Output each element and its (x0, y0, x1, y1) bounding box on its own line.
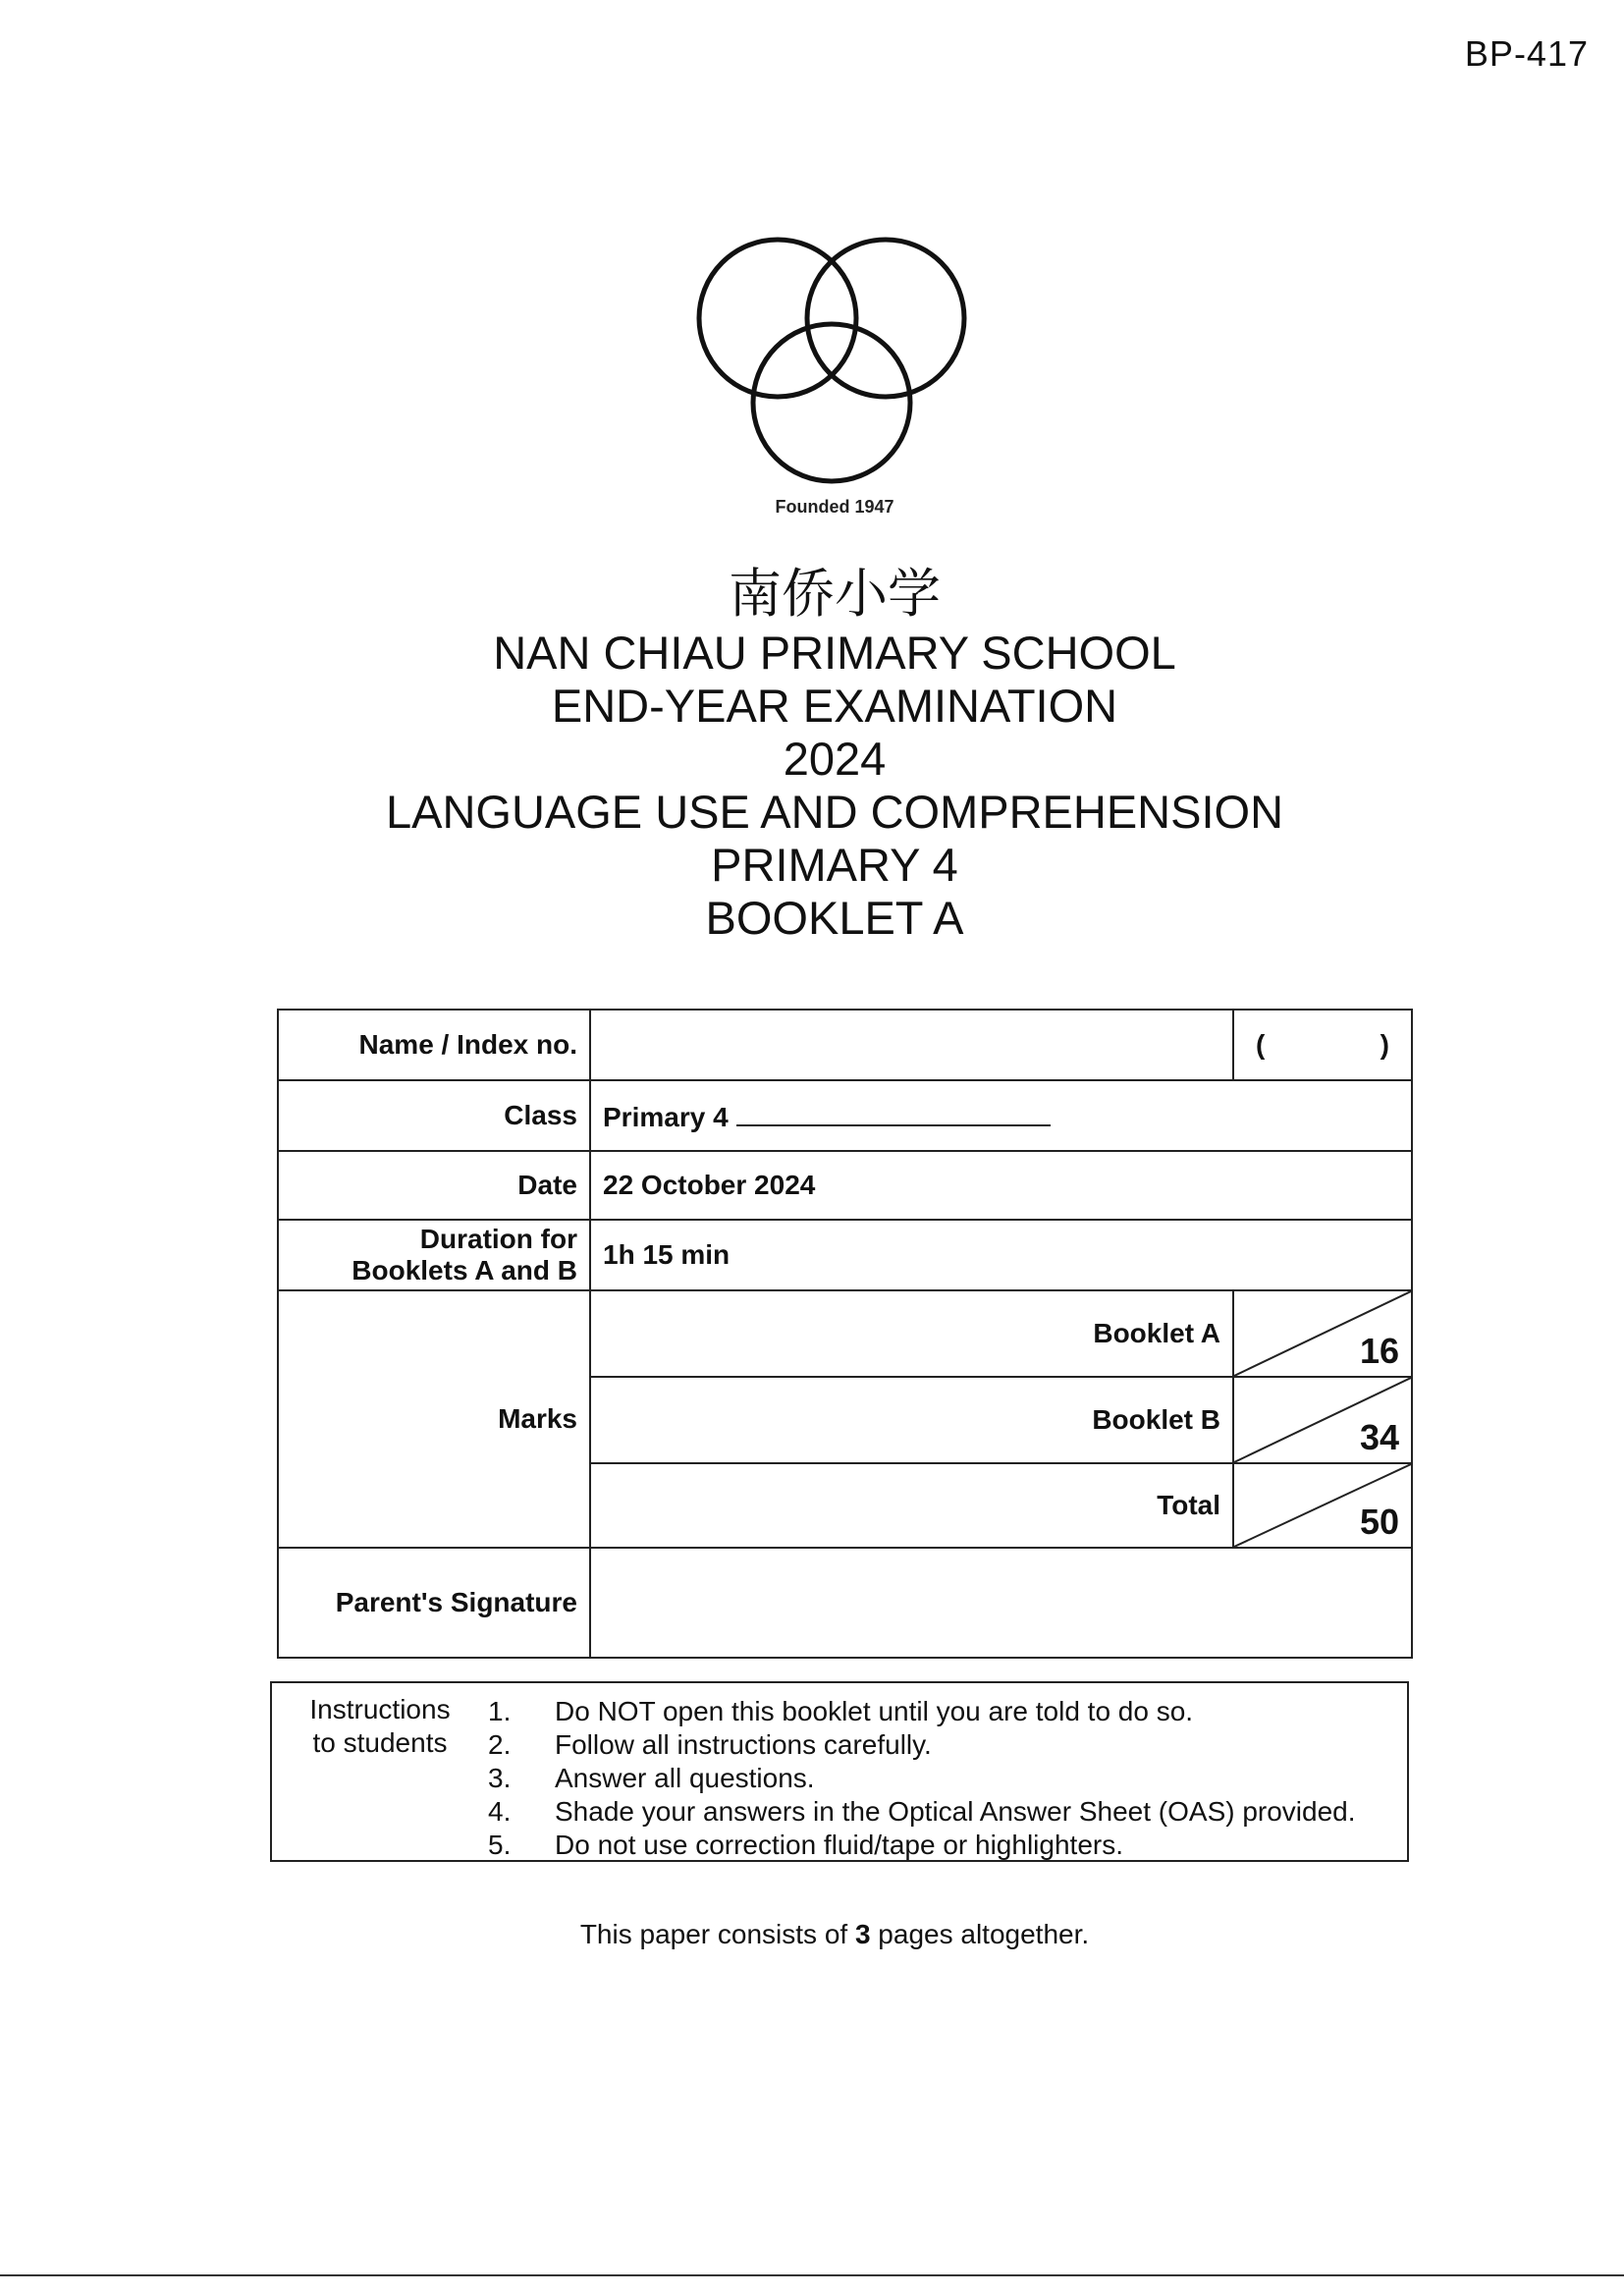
instructions-box (270, 1681, 1409, 1862)
class-value: Primary 4 (603, 1101, 729, 1132)
booklet-a-marks-box[interactable] (1233, 1290, 1412, 1377)
paper-code: BP-417 (1464, 33, 1589, 74)
instruction-number: 5. (488, 1830, 512, 1860)
instruction-item (488, 1762, 1391, 1795)
instructions-heading-line-2: to students (312, 1727, 448, 1758)
class-blank (736, 1099, 1051, 1126)
class-field[interactable] (590, 1080, 1412, 1151)
date-value: 22 October 2024 (590, 1151, 1412, 1220)
duration-label-line-2: Booklets A and B (352, 1255, 577, 1285)
booklet-a-total-marks: 16 (1359, 1331, 1399, 1371)
instruction-text: Answer all questions. (555, 1763, 815, 1793)
page-bottom-rule (0, 2274, 1624, 2276)
instructions-heading-line-1: Instructions (309, 1694, 451, 1724)
instruction-number: 3. (488, 1763, 512, 1793)
page-count-note (0, 1919, 1624, 1950)
instruction-text: Do NOT open this booklet until you are told to do so. (555, 1696, 1194, 1726)
signature-field[interactable] (590, 1548, 1412, 1658)
name-label: Name / Index no. (278, 1010, 590, 1080)
overall-total-marks: 50 (1359, 1502, 1399, 1542)
duration-value: 1h 15 min (590, 1220, 1412, 1290)
school-chinese-name: 南侨小学 (729, 563, 941, 625)
instruction-number: 1. (488, 1696, 512, 1726)
instruction-number: 4. (488, 1796, 512, 1827)
name-field[interactable] (590, 1010, 1233, 1080)
level-title: PRIMARY 4 (711, 839, 958, 891)
duration-label-line-1: Duration for (419, 1224, 577, 1254)
instruction-text: Follow all instructions carefully. (555, 1729, 932, 1760)
school-crest-icon (687, 228, 982, 493)
bracket-open: ( (1256, 1029, 1266, 1060)
exam-year: 2024 (783, 733, 887, 785)
booklet-b-marks-box[interactable] (1233, 1377, 1412, 1463)
signature-label: Parent's Signature (278, 1548, 590, 1658)
booklet-b-marks-label: Booklet B (590, 1377, 1233, 1463)
instruction-item (488, 1728, 1391, 1762)
student-details-table (277, 1009, 1413, 1659)
instructions-heading (301, 1693, 459, 1760)
class-label: Class (278, 1080, 590, 1151)
instruction-item (488, 1695, 1391, 1728)
booklet-title: BOOKLET A (705, 892, 964, 944)
instruction-item (488, 1829, 1391, 1862)
subject-title: LANGUAGE USE AND COMPREHENSION (385, 786, 1284, 838)
bracket-close: ) (1380, 1029, 1389, 1060)
instruction-number: 2. (488, 1729, 512, 1760)
instructions-list (488, 1695, 1391, 1862)
index-field[interactable] (1233, 1010, 1412, 1080)
instruction-text: Shade your answers in the Optical Answer Sheet (OAS) provided. (555, 1796, 1356, 1827)
booklet-b-total-marks: 34 (1359, 1417, 1399, 1457)
founded-caption: Founded 1947 (775, 497, 894, 517)
page-count-text-after: pages altogether. (870, 1919, 1090, 1949)
page-count-number: 3 (854, 1919, 871, 1949)
marks-label: Marks (278, 1290, 590, 1548)
total-marks-label: Total (590, 1463, 1233, 1548)
page-count-text-before: This paper consists of (579, 1919, 855, 1949)
booklet-a-marks-label: Booklet A (590, 1290, 1233, 1377)
duration-label (278, 1220, 590, 1290)
total-marks-box[interactable] (1233, 1463, 1412, 1548)
title-block (0, 562, 1624, 945)
exam-title: END-YEAR EXAMINATION (551, 680, 1118, 732)
school-name: NAN CHIAU PRIMARY SCHOOL (493, 627, 1176, 679)
instruction-item (488, 1795, 1391, 1829)
date-label: Date (278, 1151, 590, 1220)
instruction-text: Do not use correction fluid/tape or highlighters. (555, 1830, 1123, 1860)
